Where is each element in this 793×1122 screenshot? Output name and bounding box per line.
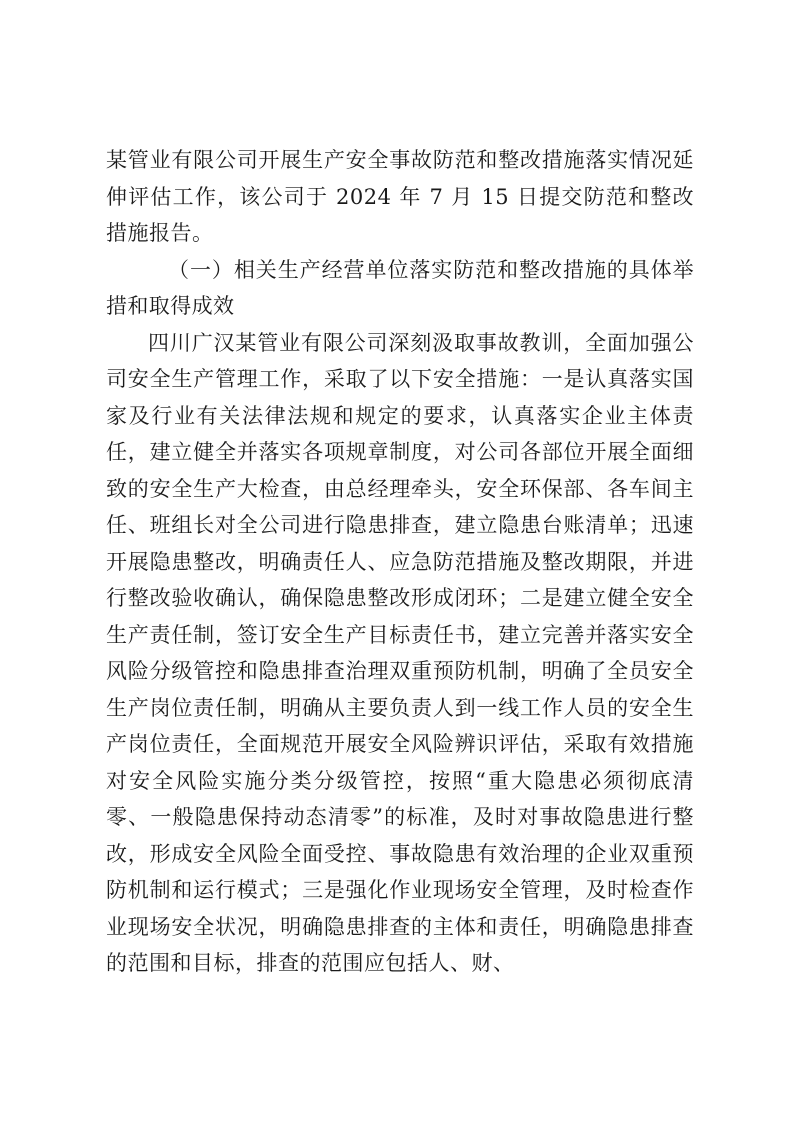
- section-heading-measures: （一）相关生产经营单位落实防范和整改措施的具体举措和取得成效: [106, 257, 694, 318]
- paragraph-intro-continuation: 某管业有限公司开展生产安全事故防范和整改措施落实情况延伸评估工作，该公司于 2024 年 7 月 15 日提交防范和整改措施报告。: [106, 148, 694, 245]
- paragraph-measures-body: 四川广汉某管业有限公司深刻汲取事故教训，全面加强公司安全生产管理工作，采取了以下安全措施：一是认真落实国家及行业有关法律法规和规定的要求，认真落实企业主体责任，建立健全并落实各项规章制度，对公司各部位开展全面细致的安全生产大检查，由总经理牵头，安全环保部、各车间主任、班组长对全公司进行隐患排查，建立隐患台账清单；迅速开展隐患整改，明确责任人、应急防范措施及整改期限，并进行整改验收确认，确保隐患整改形成闭环；二是建立健全安全生产责任制，签订安全生产目标责任书，建立完善并落实安全风险分级管控和隐患排查治理双重预防机制，明确了全员安全生产岗位责任制，明确从主要负责人到一线工作人员的安全生产岗位责任，全面规范开展安全风险辨识评估，采取有效措施对安全风险实施分类分级管控，按照“重大隐患必须彻底清零、一般隐患保持动态清零”的标准，及时对事故隐患进行整改，形成安全风险全面受控、事故隐患有效治理的企业双重预防机制和运行模式；三是强化作业现场安全管理，及时检查作业现场安全状况，明确隐患排查的主体和责任，明确隐患排查的范围和目标，排查的范围应包括人、财、: [106, 330, 694, 975]
- document-body: [106, 142, 694, 982]
